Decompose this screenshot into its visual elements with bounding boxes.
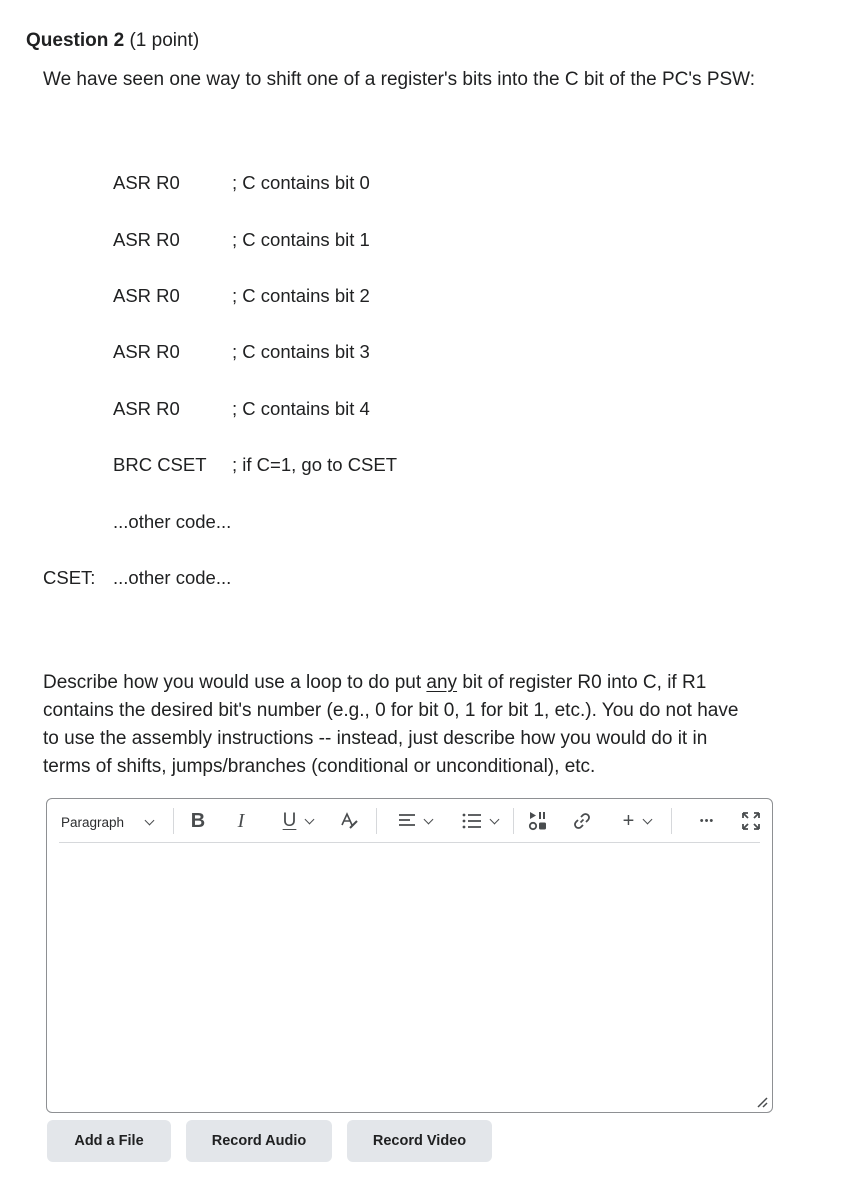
question-points: (1 point) bbox=[129, 30, 200, 51]
fullscreen-icon bbox=[741, 811, 761, 831]
description-line bbox=[43, 669, 783, 697]
italic-button[interactable] bbox=[231, 809, 251, 833]
align-button[interactable] bbox=[391, 809, 437, 833]
plus-icon: + bbox=[622, 809, 635, 832]
description-text: bit of register R0 into C, if R1 bbox=[457, 672, 707, 693]
resize-handle-icon[interactable] bbox=[754, 1094, 768, 1108]
insert-link-button[interactable] bbox=[569, 809, 595, 833]
chevron-down-icon bbox=[643, 814, 653, 824]
toolbar-divider bbox=[513, 808, 514, 834]
underline-icon: U bbox=[282, 810, 297, 831]
code-instruction: ASR R0 bbox=[113, 398, 180, 419]
record-audio-button[interactable]: Record Audio bbox=[186, 1120, 332, 1162]
code-comment: ; C contains bit 4 bbox=[232, 398, 370, 419]
code-instruction: ASR R0 bbox=[113, 229, 180, 250]
list-button[interactable] bbox=[455, 809, 503, 833]
answer-editor[interactable] bbox=[46, 798, 773, 1113]
code-comment: ; C contains bit 3 bbox=[232, 341, 370, 362]
code-instruction: ASR R0 bbox=[113, 341, 180, 362]
code-instruction: ASR R0 bbox=[113, 285, 180, 306]
text-color-button[interactable] bbox=[337, 809, 361, 833]
toolbar-divider bbox=[173, 808, 174, 834]
question-header bbox=[26, 30, 199, 52]
question-intro: We have seen one way to shift one of a register's bits into the C bit of the PC's PSW: bbox=[43, 69, 756, 90]
code-comment: ; C contains bit 0 bbox=[232, 172, 370, 193]
code-instruction: BRC CSET bbox=[113, 454, 207, 475]
italic-icon: I bbox=[237, 809, 245, 832]
editor-toolbar bbox=[47, 799, 772, 843]
bold-button[interactable] bbox=[187, 809, 209, 833]
bold-icon: B bbox=[190, 809, 206, 832]
code-instruction: ...other code... bbox=[113, 511, 232, 532]
block-format-label: Paragraph bbox=[61, 814, 125, 830]
code-label: CSET: bbox=[43, 567, 96, 588]
description-text: Describe how you would use a loop to do put bbox=[43, 672, 427, 693]
align-left-icon bbox=[397, 812, 417, 830]
toolbar-divider bbox=[671, 808, 672, 834]
underline-button[interactable] bbox=[275, 809, 321, 833]
toolbar-divider bbox=[376, 808, 377, 834]
bullet-list-icon bbox=[461, 812, 483, 830]
question-description bbox=[43, 669, 783, 781]
code-instruction: ASR R0 bbox=[113, 172, 180, 193]
block-format-dropdown[interactable] bbox=[61, 811, 153, 833]
link-icon bbox=[572, 811, 592, 831]
record-video-button[interactable]: Record Video bbox=[347, 1120, 492, 1162]
more-options-button[interactable] bbox=[693, 809, 721, 833]
toolbar-separator bbox=[59, 842, 760, 843]
code-comment: ; C contains bit 1 bbox=[232, 229, 370, 250]
description-emphasis: any bbox=[426, 672, 458, 693]
chevron-down-icon bbox=[305, 814, 315, 824]
chevron-down-icon bbox=[489, 814, 499, 824]
text-color-icon bbox=[339, 811, 359, 831]
editor-content-area[interactable] bbox=[59, 851, 760, 1100]
question-title: Question 2 bbox=[26, 30, 125, 51]
insert-more-button[interactable] bbox=[617, 809, 657, 833]
code-comment: ; if C=1, go to CSET bbox=[232, 454, 398, 475]
insert-media-button[interactable] bbox=[525, 809, 551, 833]
description-line: contains the desired bit's number (e.g., 0 for bit 0, 1 for bit 1, etc.). You do not have bbox=[43, 700, 739, 721]
ellipsis-icon: ••• bbox=[699, 815, 715, 827]
code-comment: ; C contains bit 2 bbox=[232, 285, 370, 306]
media-icon bbox=[527, 810, 549, 832]
add-file-button[interactable]: Add a File bbox=[47, 1120, 171, 1162]
description-line: terms of shifts, jumps/branches (conditional or unconditional), etc. bbox=[43, 756, 596, 777]
code-instruction: ...other code... bbox=[113, 567, 232, 588]
fullscreen-button[interactable] bbox=[739, 809, 763, 833]
chevron-down-icon bbox=[145, 815, 155, 825]
description-line: to use the assembly instructions -- instead, just describe how you would do it in bbox=[43, 728, 708, 749]
chevron-down-icon bbox=[423, 814, 433, 824]
